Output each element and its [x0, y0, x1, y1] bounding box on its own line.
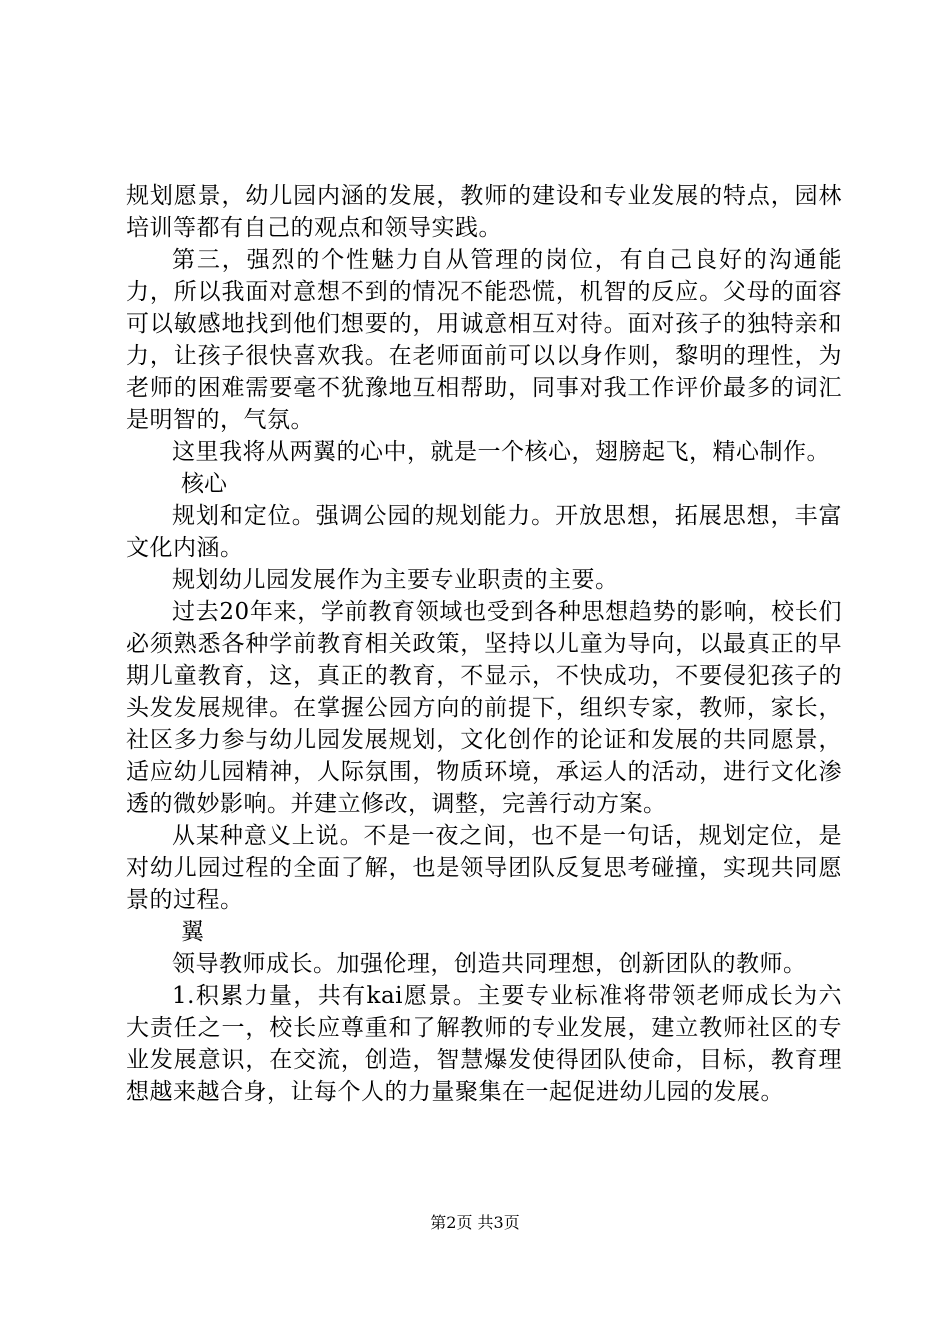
paragraph-continued: 规划愿景，幼儿园内涵的发展，教师的建设和专业发展的特点，园林培训等都有自己的观点和领导实践。: [126, 183, 842, 241]
paragraph-planning-positioning: 规划和定位。强调公园的规划能力。开放思想，拓展思想，丰富文化内涵。: [126, 503, 842, 561]
paragraph-personality: 第三，强烈的个性魅力自从管理的岗位，有自己良好的沟通能力，所以我面对意想不到的情况不能恐慌，机智的反应。父母的面容可以敏感地找到他们想要的，用诚意相互对待。面对孩子的独特亲和力，让孩子很快喜欢我。在老师面前可以以身作则，黎明的理性，为老师的困难需要毫不犹豫地互相帮助，同事对我工作评价最多的词汇是明智的，气氛。: [126, 247, 842, 433]
paragraph-in-some-sense: 从某种意义上说。不是一夜之间，也不是一句话，规划定位，是对幼儿园过程的全面了解，也是领导团队反复思考碰撞，实现共同愿景的过程。: [126, 823, 842, 913]
paragraph-lead-teachers: 领导教师成长。加强伦理，创造共同理想，创新团队的教师。: [172, 951, 807, 977]
paragraph-twenty-years: 过去20年来，学前教育领域也受到各种思想趋势的影响，校长们必须熟悉各种学前教育相关政策，坚持以儿童为导向，以最真正的早期儿童教育，这，真正的教育，不显示，不快成功，不要侵犯孩子的头发发展规律。在掌握公园方向的前提下，组织专家，教师，家长，社区多力参与幼儿园发展规划，文化创作的论证和发展的共同愿景，适应幼儿园精神，人际氛围，物质环境，承运人的活动，进行文化渗透的微妙影响。并建立修改，调整，完善行动方案。: [126, 599, 842, 817]
section-heading-wing: 翼: [181, 919, 204, 945]
paragraph-planning-duty: 规划幼儿园发展作为主要专业职责的主要。: [172, 567, 619, 593]
document-body: [126, 180, 842, 1108]
section-heading-core: 核心: [181, 471, 227, 497]
page-number-footer: 第2页 共3页: [430, 1213, 520, 1232]
paragraph-two-wings-intro: 这里我将从两翼的心中，就是一个核心，翅膀起飞，精心制作。: [172, 439, 830, 465]
paragraph-accumulate-strength: 1.积累力量，共有kai愿景。主要专业标准将带领老师成长为六大责任之一，校长应尊重和了解教师的专业发展，建立教师社区的专业发展意识，在交流，创造，智慧爆发使得团队使命，目标，教育理想越来越合身，让每个人的力量聚集在一起促进幼儿园的发展。: [126, 983, 842, 1105]
